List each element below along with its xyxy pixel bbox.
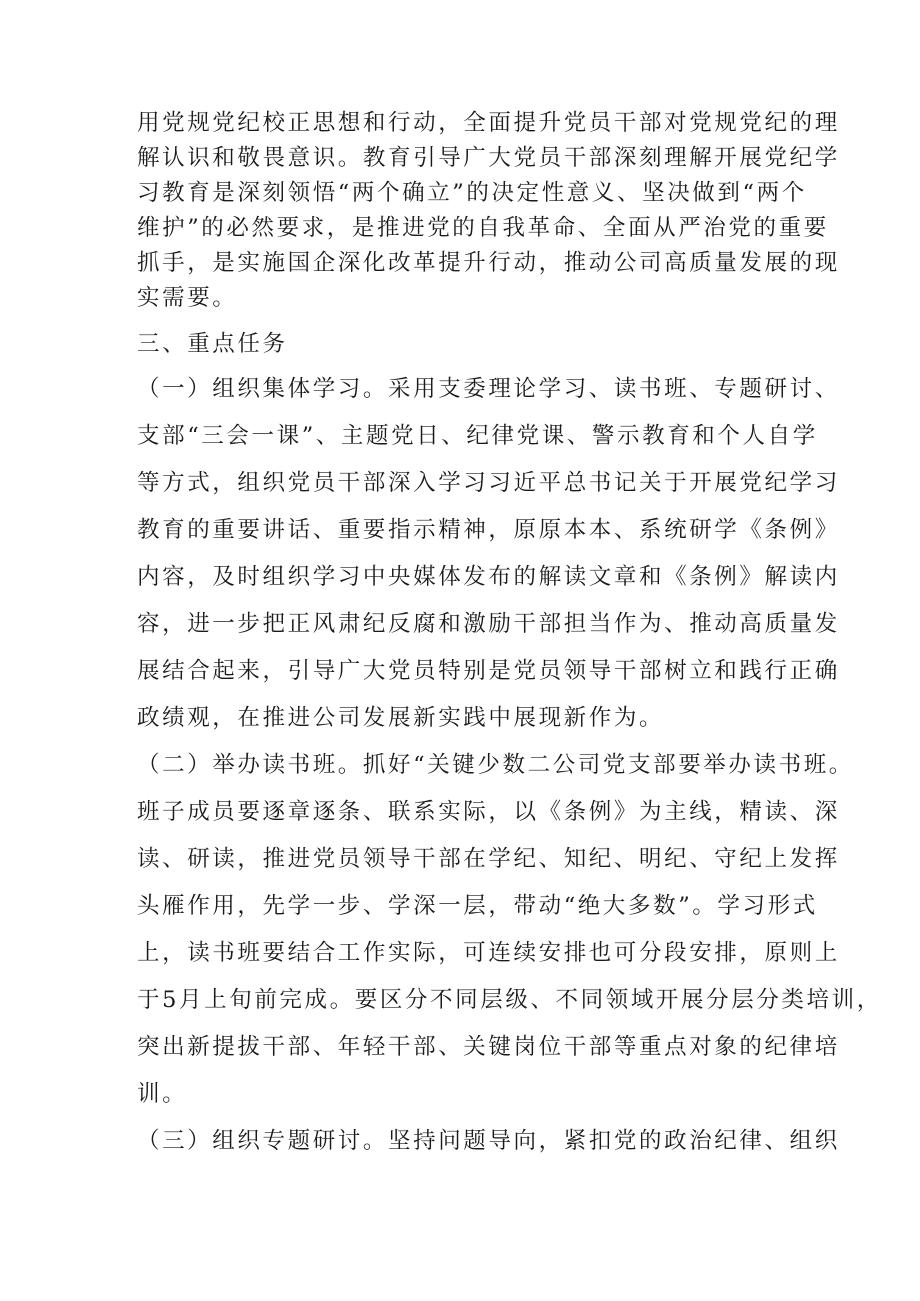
text-line: 教育的重要讲话、重要指示精神，原原本本、系统研学《条例》 bbox=[137, 517, 840, 543]
text-line: 内容，及时组织学习中央媒体发布的解读文章和《条例》解读内 bbox=[137, 564, 840, 590]
text-line: 用党规党纪校正思想和行动，全面提升党员干部对党规党纪的理 bbox=[137, 110, 840, 136]
text-line: 读、研读，推进党员领导干部在学纪、知纪、明纪、守纪上发挥 bbox=[137, 846, 840, 872]
text-line: 等方式，组织党员干部深入学习习近平总书记关于开展党纪学习 bbox=[137, 470, 840, 496]
text-line: 容，进一步把正风肃纪反腐和激励干部担当作为、推动高质量发 bbox=[137, 611, 840, 637]
text-line: （三）组织专题研讨。坚持问题导向，紧扣党的政治纪律、组织 bbox=[137, 1128, 840, 1154]
text-line: 习教育是深刻领悟“两个确立”的决定性意义、坚决做到“两个 bbox=[137, 180, 807, 206]
text-line: 政绩观，在推进公司发展新实践中展现新作为。 bbox=[137, 705, 665, 731]
text-line: 解认识和敬畏意识。教育引导广大党员干部深刻理解开展党纪学 bbox=[137, 145, 840, 171]
text-line: 上，读书班要结合工作实际，可连续安排也可分段安排，原则上 bbox=[137, 940, 840, 966]
text-line: 于5月上旬前完成。要区分不同层级、不同领域开展分层分类培训， bbox=[137, 987, 882, 1013]
text-line: 维护”的必然要求，是推进党的自我革命、全面从严治党的重要 bbox=[137, 215, 829, 241]
text-line: （二）举办读书班。抓好“关键少数二公司党支部要举办读书班。 bbox=[137, 752, 854, 778]
section-heading: 三、重点任务 bbox=[137, 331, 288, 357]
text-line: 抓手，是实施国企深化改革提升行动，推动公司高质量发展的现 bbox=[137, 250, 840, 276]
text-line: 突出新提拔干部、年轻干部、关键岗位干部等重点对象的纪律培 bbox=[137, 1034, 840, 1060]
text-line: 头雁作用，先学一步、学深一层，带动“绝大多数”。学习形式 bbox=[137, 893, 818, 919]
text-line: 实需要。 bbox=[137, 285, 238, 311]
text-line: 训。 bbox=[137, 1081, 188, 1107]
text-line: 班子成员要逐章逐条、联系实际，以《条例》为主线，精读、深 bbox=[137, 799, 840, 825]
text-line: 展结合起来，引导广大党员特别是党员领导干部树立和践行正确 bbox=[137, 658, 840, 684]
text-line: 支部“三会一课”、主题党日、纪律党课、警示教育和个人自学 bbox=[137, 423, 818, 449]
text-line: （一）组织集体学习。采用支委理论学习、读书班、专题研讨、 bbox=[137, 376, 840, 402]
